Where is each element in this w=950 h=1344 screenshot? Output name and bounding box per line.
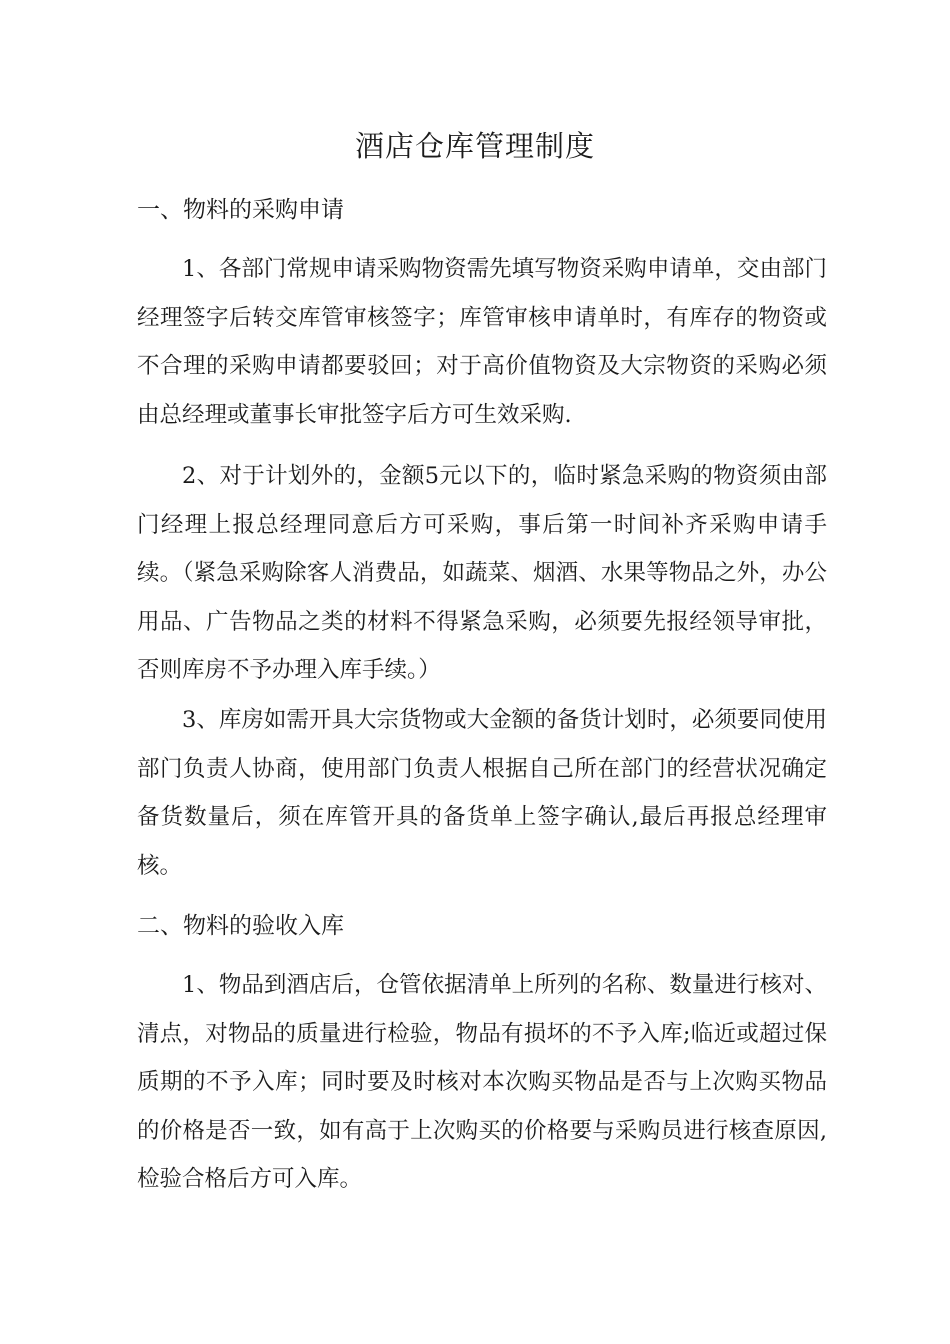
paragraph-procurement-1: 1、各部门常规申请采购物资需先填写物资采购申请单，交由部门经理签字后转交库管审核签字；库管审核申请单时，有库存的物资或不合理的采购申请都要驳回；对于高价值物资及大宗物资的采购必须由总经理或董事长审批签字后方可生效采购. [137,256,827,428]
paragraph-procurement-3: 3、库房如需开具大宗货物或大金额的备货计划时，必须要同使用部门负责人协商，使用部门负责人根据自己所在部门的经营状况确定备货数量后，须在库管开具的备货单上签字确认,最后再报总经理审核。 [137,707,827,879]
section-heading-receiving: 二、物料的验收入库 [137,913,344,939]
paragraph-receiving-1: 1、物品到酒店后，仓管依据清单上所列的名称、数量进行核对、清点，对物品的质量进行检验，物品有损坏的不予入库;临近或超过保质期的不予入库；同时要及时核对本次购买物品是否与上次购买物品的价格是否一致，如有高于上次购买的价格要与采购员进行核查原因,检验合格后方可入库。 [137,972,827,1192]
section-heading-procurement: 一、物料的采购申请 [137,197,344,223]
paragraph-procurement-2: 2、对于计划外的，金额5元以下的，临时紧急采购的物资须由部门经理上报总经理同意后方可采购，事后第一时间补齐采购申请手续。（紧急采购除客人消费品，如蔬菜、烟酒、水果等物品之外，办公用品、广告物品之类的材料不得紧急采购，必须要先报经领导审批，否则库房不予办理入库手续。） [137,463,827,683]
document-title: 酒店仓库管理制度 [354,129,595,163]
